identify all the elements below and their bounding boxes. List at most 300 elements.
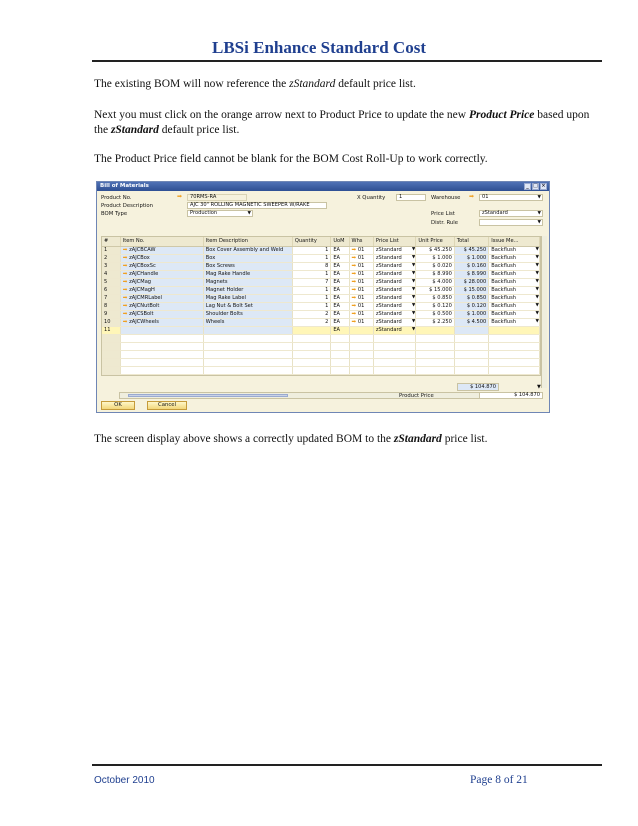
paragraph-2 bbox=[94, 108, 594, 138]
bom-type-select[interactable] bbox=[187, 210, 253, 217]
quantity-cell[interactable] bbox=[292, 270, 330, 278]
empty-table-row bbox=[102, 342, 540, 350]
maximize-icon[interactable]: □ bbox=[533, 183, 538, 189]
row-number bbox=[102, 302, 120, 310]
empty-cell bbox=[416, 366, 454, 374]
link-arrow-icon[interactable]: ➡ bbox=[351, 311, 358, 317]
price-list-cell[interactable] bbox=[373, 294, 416, 302]
col-header-uom[interactable]: UoM bbox=[331, 237, 349, 246]
link-arrow-icon[interactable]: ➡ bbox=[122, 255, 130, 261]
issue-method-cell-text: Backflush bbox=[491, 311, 516, 317]
row-number bbox=[102, 246, 120, 254]
unit-price-cell[interactable] bbox=[416, 310, 454, 318]
total-cell[interactable] bbox=[454, 294, 488, 302]
total-cell[interactable] bbox=[454, 302, 488, 310]
row-number bbox=[102, 310, 120, 318]
horizontal-scrollbar[interactable] bbox=[119, 392, 539, 399]
table-row[interactable] bbox=[102, 278, 540, 286]
quantity-cell[interactable] bbox=[292, 278, 330, 286]
item-desc-cell[interactable] bbox=[203, 326, 292, 334]
uom-cell[interactable] bbox=[331, 246, 349, 254]
row-number-text: 5 bbox=[104, 279, 108, 285]
item-desc-cell[interactable] bbox=[203, 254, 292, 262]
link-arrow-icon[interactable]: ➡ bbox=[351, 295, 358, 301]
chevron-down-icon[interactable]: ▼ bbox=[535, 271, 539, 276]
link-arrow-icon[interactable]: ➡ bbox=[122, 271, 130, 277]
col-header-total[interactable]: Total bbox=[454, 237, 488, 246]
empty-table-row bbox=[102, 366, 540, 374]
empty-cell bbox=[120, 350, 203, 358]
empty-cell bbox=[454, 350, 488, 358]
whs-cell-text: 01 bbox=[357, 311, 365, 317]
whs-cell-text: 01 bbox=[357, 255, 365, 261]
item-no-cell[interactable] bbox=[120, 326, 203, 334]
total-cell-text: $ 28.000 bbox=[463, 279, 487, 285]
row-number bbox=[102, 318, 120, 326]
empty-cell bbox=[373, 342, 416, 350]
chevron-down-icon[interactable]: ▼ bbox=[535, 319, 539, 324]
chevron-down-icon[interactable]: ▼ bbox=[411, 255, 416, 260]
item-desc-cell-text: Magnets bbox=[205, 279, 228, 285]
link-arrow-icon[interactable]: ➡ bbox=[122, 279, 130, 285]
empty-cell bbox=[102, 358, 120, 366]
orange-arrow-down-icon[interactable]: ▼ bbox=[537, 384, 541, 390]
link-arrow-icon[interactable]: ➡ bbox=[351, 279, 358, 285]
col-header-item-no[interactable]: Item No. bbox=[120, 237, 203, 246]
empty-cell bbox=[203, 342, 292, 350]
issue-method-cell[interactable] bbox=[489, 326, 540, 334]
price-list-cell[interactable] bbox=[373, 246, 416, 254]
empty-cell bbox=[454, 366, 488, 374]
issue-method-cell[interactable] bbox=[489, 270, 540, 278]
row-number-text: 8 bbox=[104, 303, 108, 309]
table-row[interactable] bbox=[102, 254, 540, 262]
total-cell[interactable] bbox=[454, 286, 488, 294]
table-row[interactable] bbox=[102, 310, 540, 318]
item-no-cell[interactable] bbox=[120, 286, 203, 294]
minimize-icon[interactable]: _ bbox=[524, 183, 531, 190]
unit-price-cell-text: $ 0.500 bbox=[432, 311, 452, 317]
item-desc-cell[interactable] bbox=[203, 270, 292, 278]
cancel-button[interactable]: Cancel bbox=[147, 401, 187, 410]
unit-price-cell[interactable] bbox=[416, 286, 454, 294]
item-no-cell-text: zAJCBoxSc bbox=[129, 263, 156, 269]
chevron-down-icon[interactable]: ▼ bbox=[411, 327, 416, 332]
issue-method-cell-text: Backflush bbox=[491, 287, 516, 293]
unit-price-cell[interactable] bbox=[416, 262, 454, 270]
total-cell-text: $ 15.000 bbox=[463, 287, 487, 293]
quantity-cell[interactable] bbox=[292, 246, 330, 254]
empty-cell bbox=[292, 366, 330, 374]
chevron-down-icon[interactable]: ▼ bbox=[411, 295, 416, 300]
uom-cell[interactable] bbox=[331, 326, 349, 334]
issue-method-cell[interactable] bbox=[489, 302, 540, 310]
paragraph-3: The Product Price field cannot be blank for the BOM Cost Roll-Up to work correctly. bbox=[94, 153, 488, 165]
chevron-down-icon[interactable]: ▼ bbox=[535, 287, 539, 292]
uom-cell[interactable] bbox=[331, 254, 349, 262]
price-list-cell[interactable] bbox=[373, 286, 416, 294]
chevron-down-icon[interactable]: ▼ bbox=[535, 263, 539, 268]
product-no-label: Product No. bbox=[101, 195, 132, 201]
empty-cell bbox=[292, 334, 330, 342]
price-list-cell-text: zStandard bbox=[375, 327, 402, 333]
vertical-scrollbar[interactable] bbox=[541, 236, 547, 388]
whs-cell[interactable] bbox=[349, 318, 373, 326]
item-desc-cell-text: Mag Rake Label bbox=[205, 295, 246, 301]
quantity-cell[interactable] bbox=[292, 302, 330, 310]
chevron-down-icon[interactable]: ▼ bbox=[411, 263, 416, 268]
quantity-cell[interactable] bbox=[292, 262, 330, 270]
item-no-cell[interactable] bbox=[120, 302, 203, 310]
chevron-down-icon[interactable]: ▼ bbox=[535, 247, 539, 252]
row-number bbox=[102, 286, 120, 294]
quantity-cell[interactable] bbox=[292, 294, 330, 302]
uom-cell[interactable] bbox=[331, 286, 349, 294]
chevron-down-icon[interactable]: ▼ bbox=[411, 287, 416, 292]
unit-price-cell[interactable] bbox=[416, 326, 454, 334]
product-desc-field[interactable]: AJC 30" ROLLING MAGNETIC SWEEPER W/RAKE bbox=[187, 202, 327, 209]
whs-cell[interactable] bbox=[349, 326, 373, 334]
quantity-cell-text: 1 bbox=[325, 287, 329, 293]
uom-cell[interactable] bbox=[331, 262, 349, 270]
quantity-cell[interactable] bbox=[292, 254, 330, 262]
issue-method-cell[interactable] bbox=[489, 278, 540, 286]
unit-price-cell-text: $ 2.250 bbox=[432, 319, 452, 325]
price-list-cell[interactable] bbox=[373, 254, 416, 262]
link-arrow-icon[interactable]: ➡ bbox=[351, 303, 358, 309]
footer-page-number: Page 8 of 21 bbox=[470, 774, 528, 786]
para2-text-b: Product Price bbox=[468, 109, 535, 121]
table-row[interactable] bbox=[102, 326, 540, 334]
issue-method-cell[interactable] bbox=[489, 310, 540, 318]
price-list-cell[interactable] bbox=[373, 310, 416, 318]
para2-text-d: zStandard bbox=[110, 124, 159, 136]
unit-price-cell-text: $ 0.850 bbox=[432, 295, 452, 301]
chevron-down-icon: ▼ bbox=[537, 220, 541, 225]
product-price-field[interactable]: $ 104.870 bbox=[479, 392, 543, 399]
empty-cell bbox=[373, 334, 416, 342]
item-no-cell[interactable] bbox=[120, 270, 203, 278]
col-header-num[interactable]: # bbox=[102, 237, 120, 246]
item-no-cell-text: zAJCBCAW bbox=[129, 247, 156, 253]
window-titlebar bbox=[97, 182, 549, 191]
total-cell[interactable] bbox=[454, 254, 488, 262]
item-no-cell[interactable] bbox=[120, 246, 203, 254]
col-header-whs[interactable]: Whs bbox=[349, 237, 373, 246]
total-cell[interactable] bbox=[454, 310, 488, 318]
issue-method-cell[interactable] bbox=[489, 246, 540, 254]
table-row[interactable] bbox=[102, 262, 540, 270]
unit-price-cell-text: $ 1.000 bbox=[432, 255, 452, 261]
link-arrow-icon[interactable]: ➡ bbox=[122, 295, 130, 301]
chevron-down-icon[interactable]: ▼ bbox=[535, 279, 539, 284]
product-no-link-arrow-icon[interactable]: ➡ bbox=[177, 193, 183, 200]
row-number bbox=[102, 254, 120, 262]
item-desc-cell[interactable] bbox=[203, 310, 292, 318]
quantity-cell-text: 1 bbox=[325, 271, 329, 277]
item-desc-cell[interactable] bbox=[203, 246, 292, 254]
empty-cell bbox=[489, 342, 540, 350]
chevron-down-icon[interactable]: ▼ bbox=[411, 319, 416, 324]
para1-text-c: default price list. bbox=[335, 78, 416, 90]
chevron-down-icon[interactable]: ▼ bbox=[411, 247, 416, 252]
item-no-cell[interactable] bbox=[120, 318, 203, 326]
issue-method-cell-text: Backflush bbox=[491, 255, 516, 261]
issue-method-cell[interactable] bbox=[489, 294, 540, 302]
row-number-text: 4 bbox=[104, 271, 108, 277]
unit-price-cell[interactable] bbox=[416, 294, 454, 302]
price-list-cell[interactable] bbox=[373, 278, 416, 286]
bom-type-label: BOM Type bbox=[101, 211, 128, 217]
item-desc-cell-text: Box Screws bbox=[205, 263, 235, 269]
total-cell-text: $ 1.000 bbox=[466, 311, 487, 317]
item-no-cell[interactable] bbox=[120, 278, 203, 286]
price-list-cell[interactable] bbox=[373, 302, 416, 310]
item-desc-cell[interactable] bbox=[203, 262, 292, 270]
row-number-text: 1 bbox=[104, 247, 108, 253]
chevron-down-icon[interactable]: ▼ bbox=[535, 303, 539, 308]
quantity-cell[interactable] bbox=[292, 318, 330, 326]
unit-price-cell-text: $ 0.020 bbox=[432, 263, 452, 269]
quantity-cell-text: 7 bbox=[325, 279, 329, 285]
link-arrow-icon[interactable]: ➡ bbox=[351, 271, 358, 277]
link-arrow-icon[interactable]: ➡ bbox=[351, 255, 358, 261]
chevron-down-icon[interactable]: ▼ bbox=[535, 295, 539, 300]
issue-method-cell-text: Backflush bbox=[491, 295, 516, 301]
chevron-down-icon[interactable]: ▼ bbox=[411, 279, 416, 284]
empty-cell bbox=[331, 342, 349, 350]
total-cell[interactable] bbox=[454, 318, 488, 326]
empty-cell bbox=[373, 366, 416, 374]
price-list-cell[interactable] bbox=[373, 318, 416, 326]
empty-cell bbox=[120, 358, 203, 366]
issue-method-cell[interactable] bbox=[489, 254, 540, 262]
issue-method-cell[interactable] bbox=[489, 262, 540, 270]
empty-cell bbox=[454, 342, 488, 350]
issue-method-cell[interactable] bbox=[489, 318, 540, 326]
empty-cell bbox=[102, 350, 120, 358]
empty-cell bbox=[373, 358, 416, 366]
item-desc-cell[interactable] bbox=[203, 278, 292, 286]
whs-cell[interactable] bbox=[349, 246, 373, 254]
empty-table-row bbox=[102, 350, 540, 358]
item-no-cell[interactable] bbox=[120, 254, 203, 262]
uom-cell[interactable] bbox=[331, 270, 349, 278]
link-arrow-icon[interactable]: ➡ bbox=[351, 287, 358, 293]
whs-cell[interactable] bbox=[349, 310, 373, 318]
row-number-text: 3 bbox=[104, 263, 108, 269]
whs-cell-text: 01 bbox=[357, 319, 365, 325]
price-list-cell[interactable] bbox=[373, 262, 416, 270]
whs-cell[interactable] bbox=[349, 286, 373, 294]
total-cell-text: $ 1.000 bbox=[466, 255, 487, 261]
paragraph-4 bbox=[94, 432, 594, 447]
price-list-cell-text: zStandard bbox=[375, 311, 402, 317]
item-no-cell[interactable] bbox=[120, 294, 203, 302]
quantity-label: X Quantity bbox=[357, 195, 386, 201]
quantity-cell-text: 2 bbox=[325, 319, 329, 325]
whs-cell[interactable] bbox=[349, 278, 373, 286]
quantity-cell[interactable] bbox=[292, 310, 330, 318]
uom-cell[interactable] bbox=[331, 278, 349, 286]
warehouse-select[interactable] bbox=[479, 194, 543, 201]
uom-cell[interactable] bbox=[331, 294, 349, 302]
col-header-price-list[interactable]: Price List bbox=[373, 237, 416, 246]
col-header-item-desc[interactable]: Item Description bbox=[203, 237, 292, 246]
link-arrow-icon[interactable]: ➡ bbox=[351, 247, 358, 253]
unit-price-cell[interactable] bbox=[416, 302, 454, 310]
row-number bbox=[102, 262, 120, 270]
unit-price-cell[interactable] bbox=[416, 270, 454, 278]
ok-button[interactable]: OK bbox=[101, 401, 135, 410]
link-arrow-icon[interactable]: ➡ bbox=[122, 287, 130, 293]
empty-cell bbox=[102, 366, 120, 374]
warehouse-link-arrow-icon[interactable]: ➡ bbox=[469, 193, 475, 200]
table-row[interactable] bbox=[102, 270, 540, 278]
chevron-down-icon[interactable]: ▼ bbox=[411, 303, 416, 308]
item-desc-cell[interactable] bbox=[203, 318, 292, 326]
item-desc-cell[interactable] bbox=[203, 286, 292, 294]
item-no-cell-text: zAJCBox bbox=[129, 255, 150, 261]
col-header-quantity[interactable]: Quantity bbox=[292, 237, 330, 246]
item-no-cell-text: zAJCMagH bbox=[129, 287, 155, 293]
empty-cell bbox=[489, 358, 540, 366]
item-no-cell-text: zAJCMag bbox=[129, 279, 152, 285]
price-list-label: Price List bbox=[431, 211, 455, 217]
para4-text-b: zStandard bbox=[393, 433, 442, 445]
whs-cell-text: 01 bbox=[357, 263, 365, 269]
uom-cell-text: EA bbox=[333, 287, 341, 293]
row-number-text: 6 bbox=[104, 287, 108, 293]
product-price-label: Product Price bbox=[399, 393, 434, 399]
total-cell-text: $ 45.250 bbox=[463, 247, 487, 253]
empty-cell bbox=[292, 358, 330, 366]
col-header-unit-price[interactable]: Unit Price bbox=[416, 237, 454, 246]
unit-price-cell[interactable] bbox=[416, 246, 454, 254]
empty-cell bbox=[120, 366, 203, 374]
whs-cell[interactable] bbox=[349, 262, 373, 270]
table-row[interactable] bbox=[102, 302, 540, 310]
empty-cell bbox=[331, 350, 349, 358]
issue-method-cell[interactable] bbox=[489, 286, 540, 294]
whs-cell-text: 01 bbox=[357, 279, 365, 285]
warehouse-value: 01 bbox=[482, 194, 489, 200]
total-cell[interactable] bbox=[454, 270, 488, 278]
whs-cell[interactable] bbox=[349, 302, 373, 310]
table-row[interactable] bbox=[102, 246, 540, 254]
item-desc-cell-text: Lag Nut & Bolt Set bbox=[205, 303, 253, 309]
quantity-field[interactable]: 1 bbox=[396, 194, 426, 201]
item-no-cell-text: zAJCHandle bbox=[129, 271, 159, 277]
uom-cell[interactable] bbox=[331, 318, 349, 326]
empty-cell bbox=[120, 334, 203, 342]
total-cell[interactable] bbox=[454, 262, 488, 270]
empty-cell bbox=[292, 342, 330, 350]
unit-price-cell[interactable] bbox=[416, 254, 454, 262]
bom-type-value: Production bbox=[190, 210, 218, 216]
total-cell[interactable] bbox=[454, 278, 488, 286]
row-number-text: 2 bbox=[104, 255, 108, 261]
issue-method-cell-text: Backflush bbox=[491, 263, 516, 269]
link-arrow-icon[interactable]: ➡ bbox=[122, 303, 130, 309]
total-cell[interactable] bbox=[454, 246, 488, 254]
chevron-down-icon[interactable]: ▼ bbox=[411, 271, 416, 276]
link-arrow-icon[interactable]: ➡ bbox=[122, 247, 130, 253]
empty-cell bbox=[120, 342, 203, 350]
link-arrow-icon[interactable]: ➡ bbox=[122, 263, 130, 269]
price-list-value: zStandard bbox=[482, 210, 508, 216]
uom-cell[interactable] bbox=[331, 310, 349, 318]
chevron-down-icon: ▼ bbox=[537, 195, 541, 200]
chevron-down-icon[interactable]: ▼ bbox=[535, 311, 539, 316]
empty-cell bbox=[331, 358, 349, 366]
issue-method-cell-text: Backflush bbox=[491, 247, 516, 253]
item-desc-cell[interactable] bbox=[203, 302, 292, 310]
item-no-cell[interactable] bbox=[120, 310, 203, 318]
unit-price-cell-text: $ 15.000 bbox=[429, 287, 452, 293]
product-no-field[interactable]: 70RMS-RA bbox=[187, 194, 247, 201]
item-desc-cell-text: Shoulder Bolts bbox=[205, 311, 243, 317]
price-list-cell-text: zStandard bbox=[375, 287, 402, 293]
quantity-cell[interactable] bbox=[292, 286, 330, 294]
chevron-down-icon[interactable]: ▼ bbox=[535, 255, 539, 260]
quantity-cell-text: 1 bbox=[325, 255, 329, 261]
table-row[interactable] bbox=[102, 318, 540, 326]
para2-text-e: default price list. bbox=[158, 124, 240, 136]
link-arrow-icon[interactable]: ➡ bbox=[351, 319, 358, 325]
issue-method-cell-text: Backflush bbox=[491, 319, 516, 325]
price-list-cell[interactable] bbox=[373, 326, 416, 334]
unit-price-cell[interactable] bbox=[416, 318, 454, 326]
table-row[interactable] bbox=[102, 294, 540, 302]
chevron-down-icon[interactable]: ▼ bbox=[411, 311, 416, 316]
scrollbar-thumb[interactable] bbox=[128, 394, 288, 397]
price-list-select[interactable] bbox=[479, 210, 543, 217]
empty-cell bbox=[416, 342, 454, 350]
total-cell[interactable] bbox=[454, 326, 488, 334]
unit-price-cell-text: $ 0.120 bbox=[432, 303, 452, 309]
quantity-cell[interactable] bbox=[292, 326, 330, 334]
whs-cell[interactable] bbox=[349, 254, 373, 262]
distr-rule-select[interactable] bbox=[479, 219, 543, 226]
link-arrow-icon[interactable]: ➡ bbox=[122, 311, 130, 317]
link-arrow-icon[interactable]: ➡ bbox=[351, 263, 358, 269]
quantity-cell-text: 8 bbox=[325, 263, 329, 269]
uom-cell-text: EA bbox=[333, 327, 341, 333]
whs-cell[interactable] bbox=[349, 294, 373, 302]
item-desc-cell-text: Box bbox=[205, 255, 216, 261]
row-number-text: 9 bbox=[104, 311, 108, 317]
chevron-down-icon: ▼ bbox=[537, 211, 541, 216]
item-no-cell[interactable] bbox=[120, 262, 203, 270]
unit-price-cell[interactable] bbox=[416, 278, 454, 286]
item-no-cell-text: zAJCMRLabel bbox=[129, 295, 162, 301]
item-no-cell-text: zAJCNutBolt bbox=[129, 303, 160, 309]
close-icon[interactable]: × bbox=[541, 183, 546, 189]
price-list-cell[interactable] bbox=[373, 270, 416, 278]
table-row[interactable] bbox=[102, 286, 540, 294]
uom-cell[interactable] bbox=[331, 302, 349, 310]
link-arrow-icon[interactable]: ➡ bbox=[122, 319, 130, 325]
empty-cell bbox=[349, 342, 373, 350]
col-header-issue-method[interactable]: Issue Me... bbox=[489, 237, 540, 246]
item-desc-cell[interactable] bbox=[203, 294, 292, 302]
empty-cell bbox=[349, 366, 373, 374]
title-rule bbox=[92, 60, 602, 62]
empty-cell bbox=[203, 334, 292, 342]
whs-cell-text: 01 bbox=[357, 271, 365, 277]
whs-cell[interactable] bbox=[349, 270, 373, 278]
